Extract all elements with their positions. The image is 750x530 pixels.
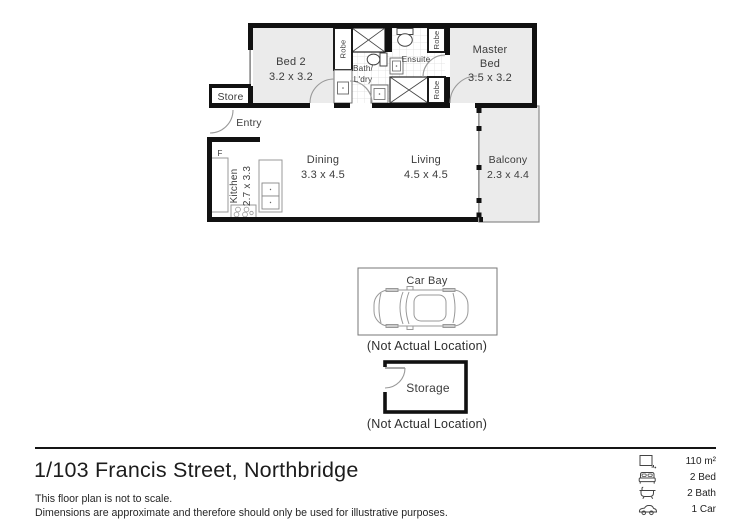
bath-laundry-label: L'dry: [353, 75, 373, 84]
living-label: Living: [411, 154, 441, 166]
disclaimer: [35, 492, 448, 520]
car-bay-section: [358, 268, 497, 353]
master-bed-label: Bed: [479, 58, 501, 70]
kitchen-dims: 2.7 x 3.3: [242, 165, 253, 207]
dining-dims: 3.3 x 4.5: [301, 169, 345, 181]
kitchen-counter: [212, 158, 229, 212]
robe-label: Robe: [338, 39, 348, 59]
bath-icon: [638, 486, 660, 500]
legend-car-value: 1 Car: [691, 503, 716, 515]
car-bay-note: (Not Actual Location): [366, 339, 488, 353]
fridge-label: F: [217, 149, 223, 158]
area-icon: [638, 454, 660, 469]
master-bed-dims: 3.5 x 3.2: [468, 72, 512, 84]
bed2-dims: 3.2 x 3.2: [269, 71, 313, 83]
car-icon: [638, 503, 660, 516]
storage-label: Storage: [406, 381, 450, 395]
toilet-icon: [397, 29, 413, 47]
footer-divider: [35, 447, 716, 449]
bed-icon: [638, 471, 660, 485]
legend-bath-value: 2 Bath: [687, 487, 716, 499]
store-label: Store: [217, 91, 244, 103]
bath-laundry-label: Bath/: [352, 64, 374, 73]
balcony-label: Balcony: [488, 154, 528, 166]
legend-row-area: [638, 454, 716, 470]
balcony-dims: 2.3 x 4.4: [486, 169, 530, 181]
legend-row-bath: [638, 486, 716, 502]
legend-area-value: 110 m²: [685, 456, 716, 468]
disclaimer-line: This floor plan is not to scale.: [35, 493, 173, 505]
master-bed-label: Master: [472, 44, 508, 56]
car-bay-label: Car Bay: [406, 275, 448, 287]
property-summary-legend: [638, 454, 716, 517]
ensuite-label: Ensuite: [401, 55, 431, 64]
living-dims: 4.5 x 4.5: [404, 169, 448, 181]
kitchen-label: Kitchen: [229, 168, 240, 204]
entry-label: Entry: [236, 117, 262, 129]
window: [249, 50, 251, 86]
legend-row-bed: [638, 470, 716, 486]
dining-label: Dining: [306, 154, 340, 166]
legend-row-car: [638, 501, 716, 517]
robe-label: Robe: [432, 80, 441, 100]
bed2-label: Bed 2: [276, 56, 306, 68]
robe-label: Robe: [432, 30, 441, 50]
page-title: 1/103 Francis Street, Northbridge: [34, 458, 359, 482]
entry-door-arc: [210, 110, 233, 133]
storage-section: [367, 362, 487, 431]
storage-note: (Not Actual Location): [366, 417, 488, 431]
legend-bed-value: 2 Bed: [689, 472, 716, 484]
disclaimer-line: Dimensions are approximate and therefore should only be used for illustrative purposes.: [35, 507, 448, 519]
